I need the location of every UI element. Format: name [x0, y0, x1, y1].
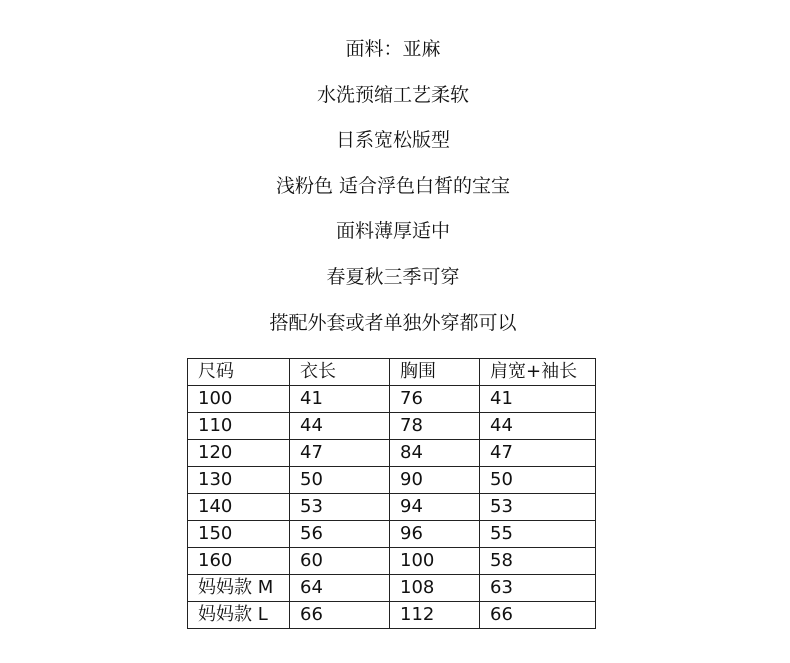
table-cell: 94 — [390, 494, 480, 521]
header-shoulder-sleeve: 肩宽+袖长 — [480, 359, 596, 386]
table-row — [188, 467, 596, 494]
description-line-thickness: 面料薄厚适中 — [335, 220, 450, 242]
table-cell: 60 — [290, 548, 390, 575]
table-cell: 112 — [390, 602, 480, 629]
description-line-styling: 搭配外套或者单独外穿都可以 — [269, 312, 517, 334]
header-length: 衣长 — [290, 359, 390, 386]
table-cell: 84 — [390, 440, 480, 467]
table-row — [188, 440, 596, 467]
table-cell: 66 — [480, 602, 596, 629]
table-cell: 44 — [480, 413, 596, 440]
description-line-fabric: 面料：亚麻 — [345, 38, 441, 60]
table-row — [188, 413, 596, 440]
table-cell: 58 — [480, 548, 596, 575]
table-cell: 108 — [390, 575, 480, 602]
size-table — [187, 358, 596, 629]
table-cell: 100 — [188, 386, 290, 413]
table-cell: 160 — [188, 548, 290, 575]
table-cell: 140 — [188, 494, 290, 521]
table-cell: 53 — [290, 494, 390, 521]
description-line-fit: 日系宽松版型 — [335, 129, 450, 151]
table-cell: 150 — [188, 521, 290, 548]
table-cell: 76 — [390, 386, 480, 413]
table-cell: 66 — [290, 602, 390, 629]
table-cell: 63 — [480, 575, 596, 602]
table-cell: 50 — [290, 467, 390, 494]
table-cell: 41 — [290, 386, 390, 413]
table-row — [188, 521, 596, 548]
table-cell: 41 — [480, 386, 596, 413]
table-cell: 130 — [188, 467, 290, 494]
table-cell: 50 — [480, 467, 596, 494]
table-cell: 78 — [390, 413, 480, 440]
table-cell: 64 — [290, 575, 390, 602]
table-cell: 妈妈款 L — [188, 602, 290, 629]
table-cell: 90 — [390, 467, 480, 494]
description-line-wash: 水洗预缩工艺柔软 — [316, 84, 469, 106]
table-cell: 110 — [188, 413, 290, 440]
table-cell: 100 — [390, 548, 480, 575]
description-line-seasons: 春夏秋三季可穿 — [326, 266, 460, 288]
table-header-row — [188, 359, 596, 386]
table-cell: 55 — [480, 521, 596, 548]
table-cell: 47 — [290, 440, 390, 467]
header-size: 尺码 — [188, 359, 290, 386]
table-cell: 47 — [480, 440, 596, 467]
table-cell: 96 — [390, 521, 480, 548]
table-row — [188, 494, 596, 521]
table-cell: 44 — [290, 413, 390, 440]
table-row — [188, 548, 596, 575]
table-cell: 妈妈款 M — [188, 575, 290, 602]
table-cell: 120 — [188, 440, 290, 467]
header-chest: 胸围 — [390, 359, 480, 386]
table-cell: 53 — [480, 494, 596, 521]
description-line-color: 浅粉色 适合浮色白皙的宝宝 — [275, 175, 511, 197]
table-row — [188, 602, 596, 629]
table-cell: 56 — [290, 521, 390, 548]
table-row — [188, 575, 596, 602]
table-row — [188, 386, 596, 413]
